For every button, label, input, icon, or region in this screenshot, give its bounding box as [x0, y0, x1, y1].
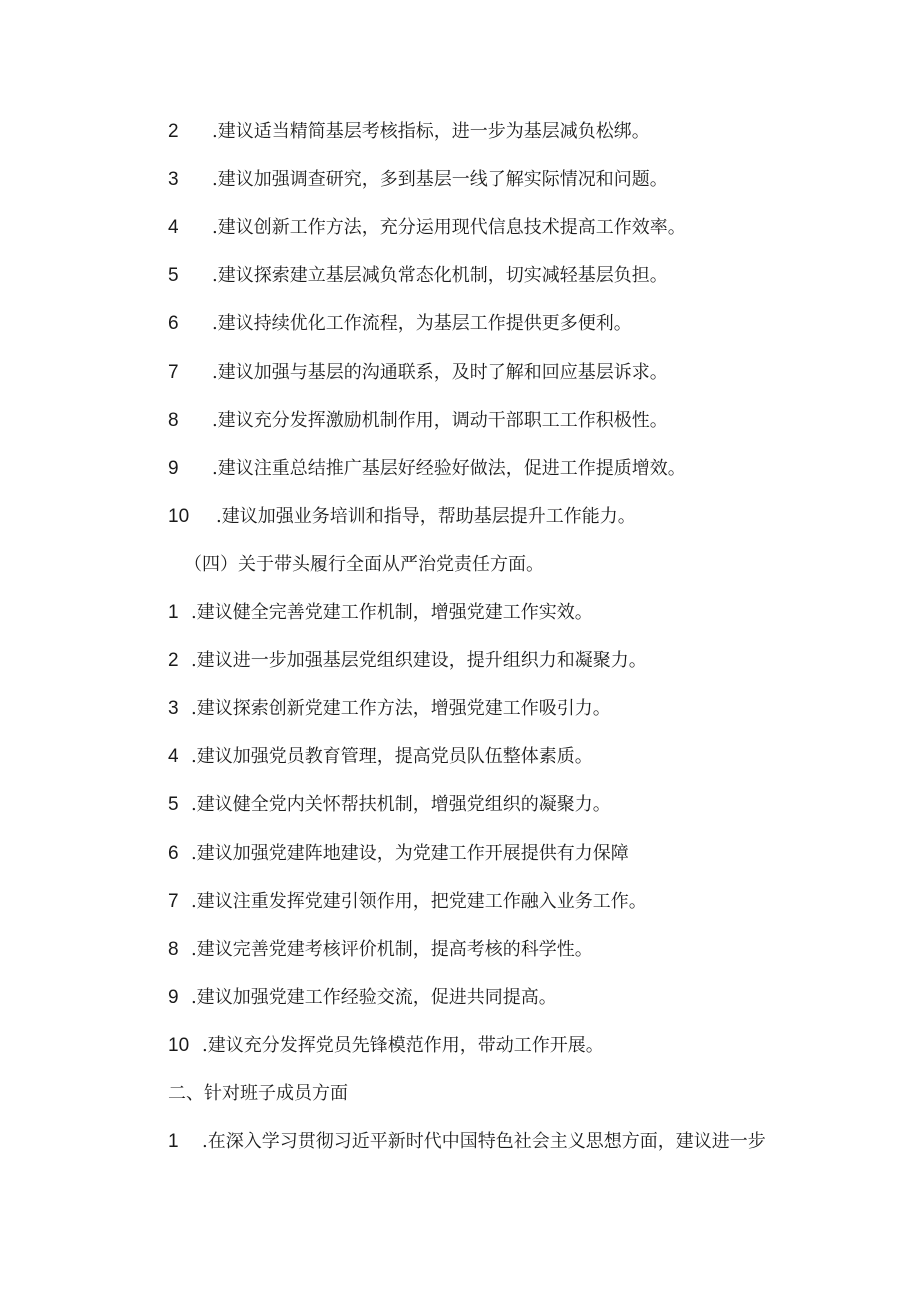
item-number: 1 [168, 1131, 179, 1152]
item-number: 7 [168, 891, 179, 912]
list-item [168, 742, 593, 772]
item-text: .建议加强党建阵地建设，为党建工作开展提供有力保障 [191, 843, 629, 864]
item-number: 10 [168, 1035, 190, 1056]
item-number: 8 [168, 410, 179, 431]
item-number: 2 [168, 121, 179, 142]
item-text: .建议注重总结推广基层好经验好做法，促进工作提质增效。 [212, 458, 686, 479]
item-text: .在深入学习贯彻习近平新时代中国特色社会主义思想方面，建议进一步 [202, 1131, 766, 1152]
item-number: 3 [168, 698, 179, 719]
list-item [168, 261, 668, 291]
item-number: 10 [168, 506, 190, 527]
item-text: .建议完善党建考核评价机制，提高考核的科学性。 [191, 939, 593, 960]
item-text: .建议加强与基层的沟通联系，及时了解和回应基层诉求。 [212, 362, 668, 383]
list-item [168, 983, 557, 1013]
item-text: .建议创新工作方法，充分运用现代信息技术提高工作效率。 [212, 217, 686, 238]
list-item [168, 694, 611, 724]
item-number: 2 [168, 650, 179, 671]
item-text: .建议进一步加强基层党组织建设，提升组织力和凝聚力。 [191, 650, 647, 671]
item-text: .建议加强党员教育管理，提高党员队伍整体素质。 [191, 746, 593, 767]
list-item [168, 646, 647, 676]
list-item [168, 454, 686, 484]
list-item [168, 165, 668, 195]
item-text: .建议加强党建工作经验交流，促进共同提高。 [191, 987, 557, 1008]
list-item [168, 887, 647, 917]
item-number: 4 [168, 746, 179, 767]
list-item [168, 935, 593, 965]
item-text: .建议充分发挥激励机制作用，调动干部职工工作积极性。 [212, 410, 668, 431]
item-text: .建议加强业务培训和指导，帮助基层提升工作能力。 [216, 506, 636, 527]
item-text: .建议加强调查研究，多到基层一线了解实际情况和问题。 [212, 169, 668, 190]
list-item [168, 598, 593, 628]
item-number: 8 [168, 939, 179, 960]
item-number: 3 [168, 169, 179, 190]
item-text: .建议健全完善党建工作机制，增强党建工作实效。 [191, 602, 593, 623]
item-text: .建议注重发挥党建引领作用，把党建工作融入业务工作。 [191, 891, 647, 912]
list-item [168, 309, 632, 339]
item-number: 6 [168, 843, 179, 864]
item-text: .建议探索建立基层减负常态化机制，切实减轻基层负担。 [212, 265, 668, 286]
item-number: 1 [168, 602, 179, 623]
list-item [168, 406, 668, 436]
item-number: 4 [168, 217, 179, 238]
list-item [168, 1127, 766, 1157]
list-item [168, 839, 629, 869]
item-text: .建议探索创新党建工作方法，增强党建工作吸引力。 [191, 698, 611, 719]
item-text: .建议充分发挥党员先锋模范作用，带动工作开展。 [202, 1035, 604, 1056]
item-text: .建议适当精简基层考核指标，进一步为基层减负松绑。 [212, 121, 650, 142]
item-number: 6 [168, 313, 179, 334]
list-item [168, 1031, 604, 1061]
list-item [168, 358, 668, 388]
item-text: .建议健全党内关怀帮扶机制，增强党组织的凝聚力。 [191, 794, 611, 815]
item-number: 5 [168, 265, 179, 286]
item-number: 5 [168, 794, 179, 815]
section-heading: （四）关于带头履行全面从严治党责任方面。 [184, 554, 544, 575]
list-item [168, 213, 686, 243]
item-number: 9 [168, 458, 179, 479]
list-item [168, 117, 650, 147]
list-item [168, 502, 636, 532]
item-text: .建议持续优化工作流程，为基层工作提供更多便利。 [212, 313, 632, 334]
item-number: 9 [168, 987, 179, 1008]
section-heading: 二、针对班子成员方面 [168, 1083, 348, 1104]
list-item [168, 790, 611, 820]
item-number: 7 [168, 362, 179, 383]
